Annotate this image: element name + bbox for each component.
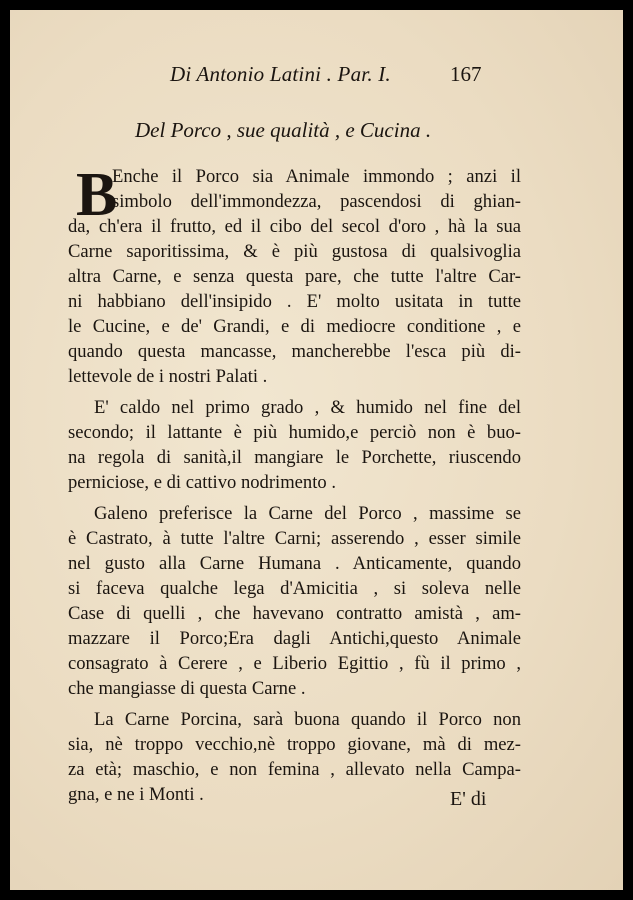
text-line: simbolo dell'immondezza, pascendosi di ghian-	[112, 191, 521, 212]
text-line: La Carne Porcina, sarà buona quando il Porco non	[94, 709, 521, 730]
text-line: le Cucine, e de' Grandi, e di mediocre conditione , e	[68, 316, 521, 337]
text-line: consagrato à Cerere , e Liberio Egittio , fù il primo ,	[68, 653, 521, 674]
book-page	[10, 10, 623, 890]
paragraph	[68, 501, 521, 701]
body-text	[68, 161, 521, 807]
drop-cap: B	[76, 161, 118, 229]
text-line: secondo; il lattante è più humido,e perciò non è buo-	[68, 422, 521, 443]
text-line: za età; maschio, e non femina , allevato nella Campa-	[68, 759, 521, 780]
text-line: da, ch'era il frutto, ed il cibo del secol d'oro , hà la sua	[68, 216, 521, 237]
text-line: Case di quelli , che havevano contratto amistà , am-	[68, 603, 521, 624]
text-line: che mangiasse di questa Carne .	[68, 678, 306, 699]
running-head-title: Di Antonio Latini . Par. I.	[170, 62, 391, 86]
text-line: sia, nè troppo vecchio,nè troppo giovane, mà di mez-	[68, 734, 521, 755]
paragraph	[68, 395, 521, 495]
text-line: E' caldo nel primo grado , & humido nel fine del	[94, 397, 521, 418]
text-line: lettevole de i nostri Palati .	[68, 366, 268, 387]
text-line: è Castrato, à tutte l'altre Carni; asserendo , esser simile	[68, 528, 521, 549]
text-line: si faceva qualche lega d'Amicitia , si soleva nelle	[68, 578, 521, 599]
text-line: quando questa mancasse, mancherebbe l'esca più di-	[68, 341, 521, 362]
text-line: ni habbiano dell'insipido . E' molto usitata in tutte	[68, 291, 521, 312]
page-number: 167	[450, 62, 482, 86]
running-head	[10, 62, 623, 92]
text-line: Enche il Porco sia Animale immondo ; anzi il	[112, 166, 521, 187]
chapter-title: Del Porco , sue qualità , e Cucina .	[135, 118, 432, 142]
text-line: na regola di sanità,il mangiare le Porchette, riuscendo	[68, 447, 521, 468]
text-line: Carne saporitissima, & è più gustosa di qualsivoglia	[68, 241, 521, 262]
text-line: mazzare il Porco;Era dagli Antichi,questo Animale	[68, 628, 521, 649]
catchword: E' di	[450, 788, 487, 810]
text-line: perniciose, e di cattivo nodrimento .	[68, 472, 336, 493]
text-line: Galeno preferisce la Carne del Porco , massime se	[94, 503, 521, 524]
text-line: altra Carne, e senza questa pare, che tutte l'altre Car-	[68, 266, 521, 287]
paragraph	[68, 161, 521, 389]
text-line: nel gusto alla Carne Humana . Anticamente, quando	[68, 553, 521, 574]
text-line: gna, e ne i Monti .	[68, 784, 204, 805]
